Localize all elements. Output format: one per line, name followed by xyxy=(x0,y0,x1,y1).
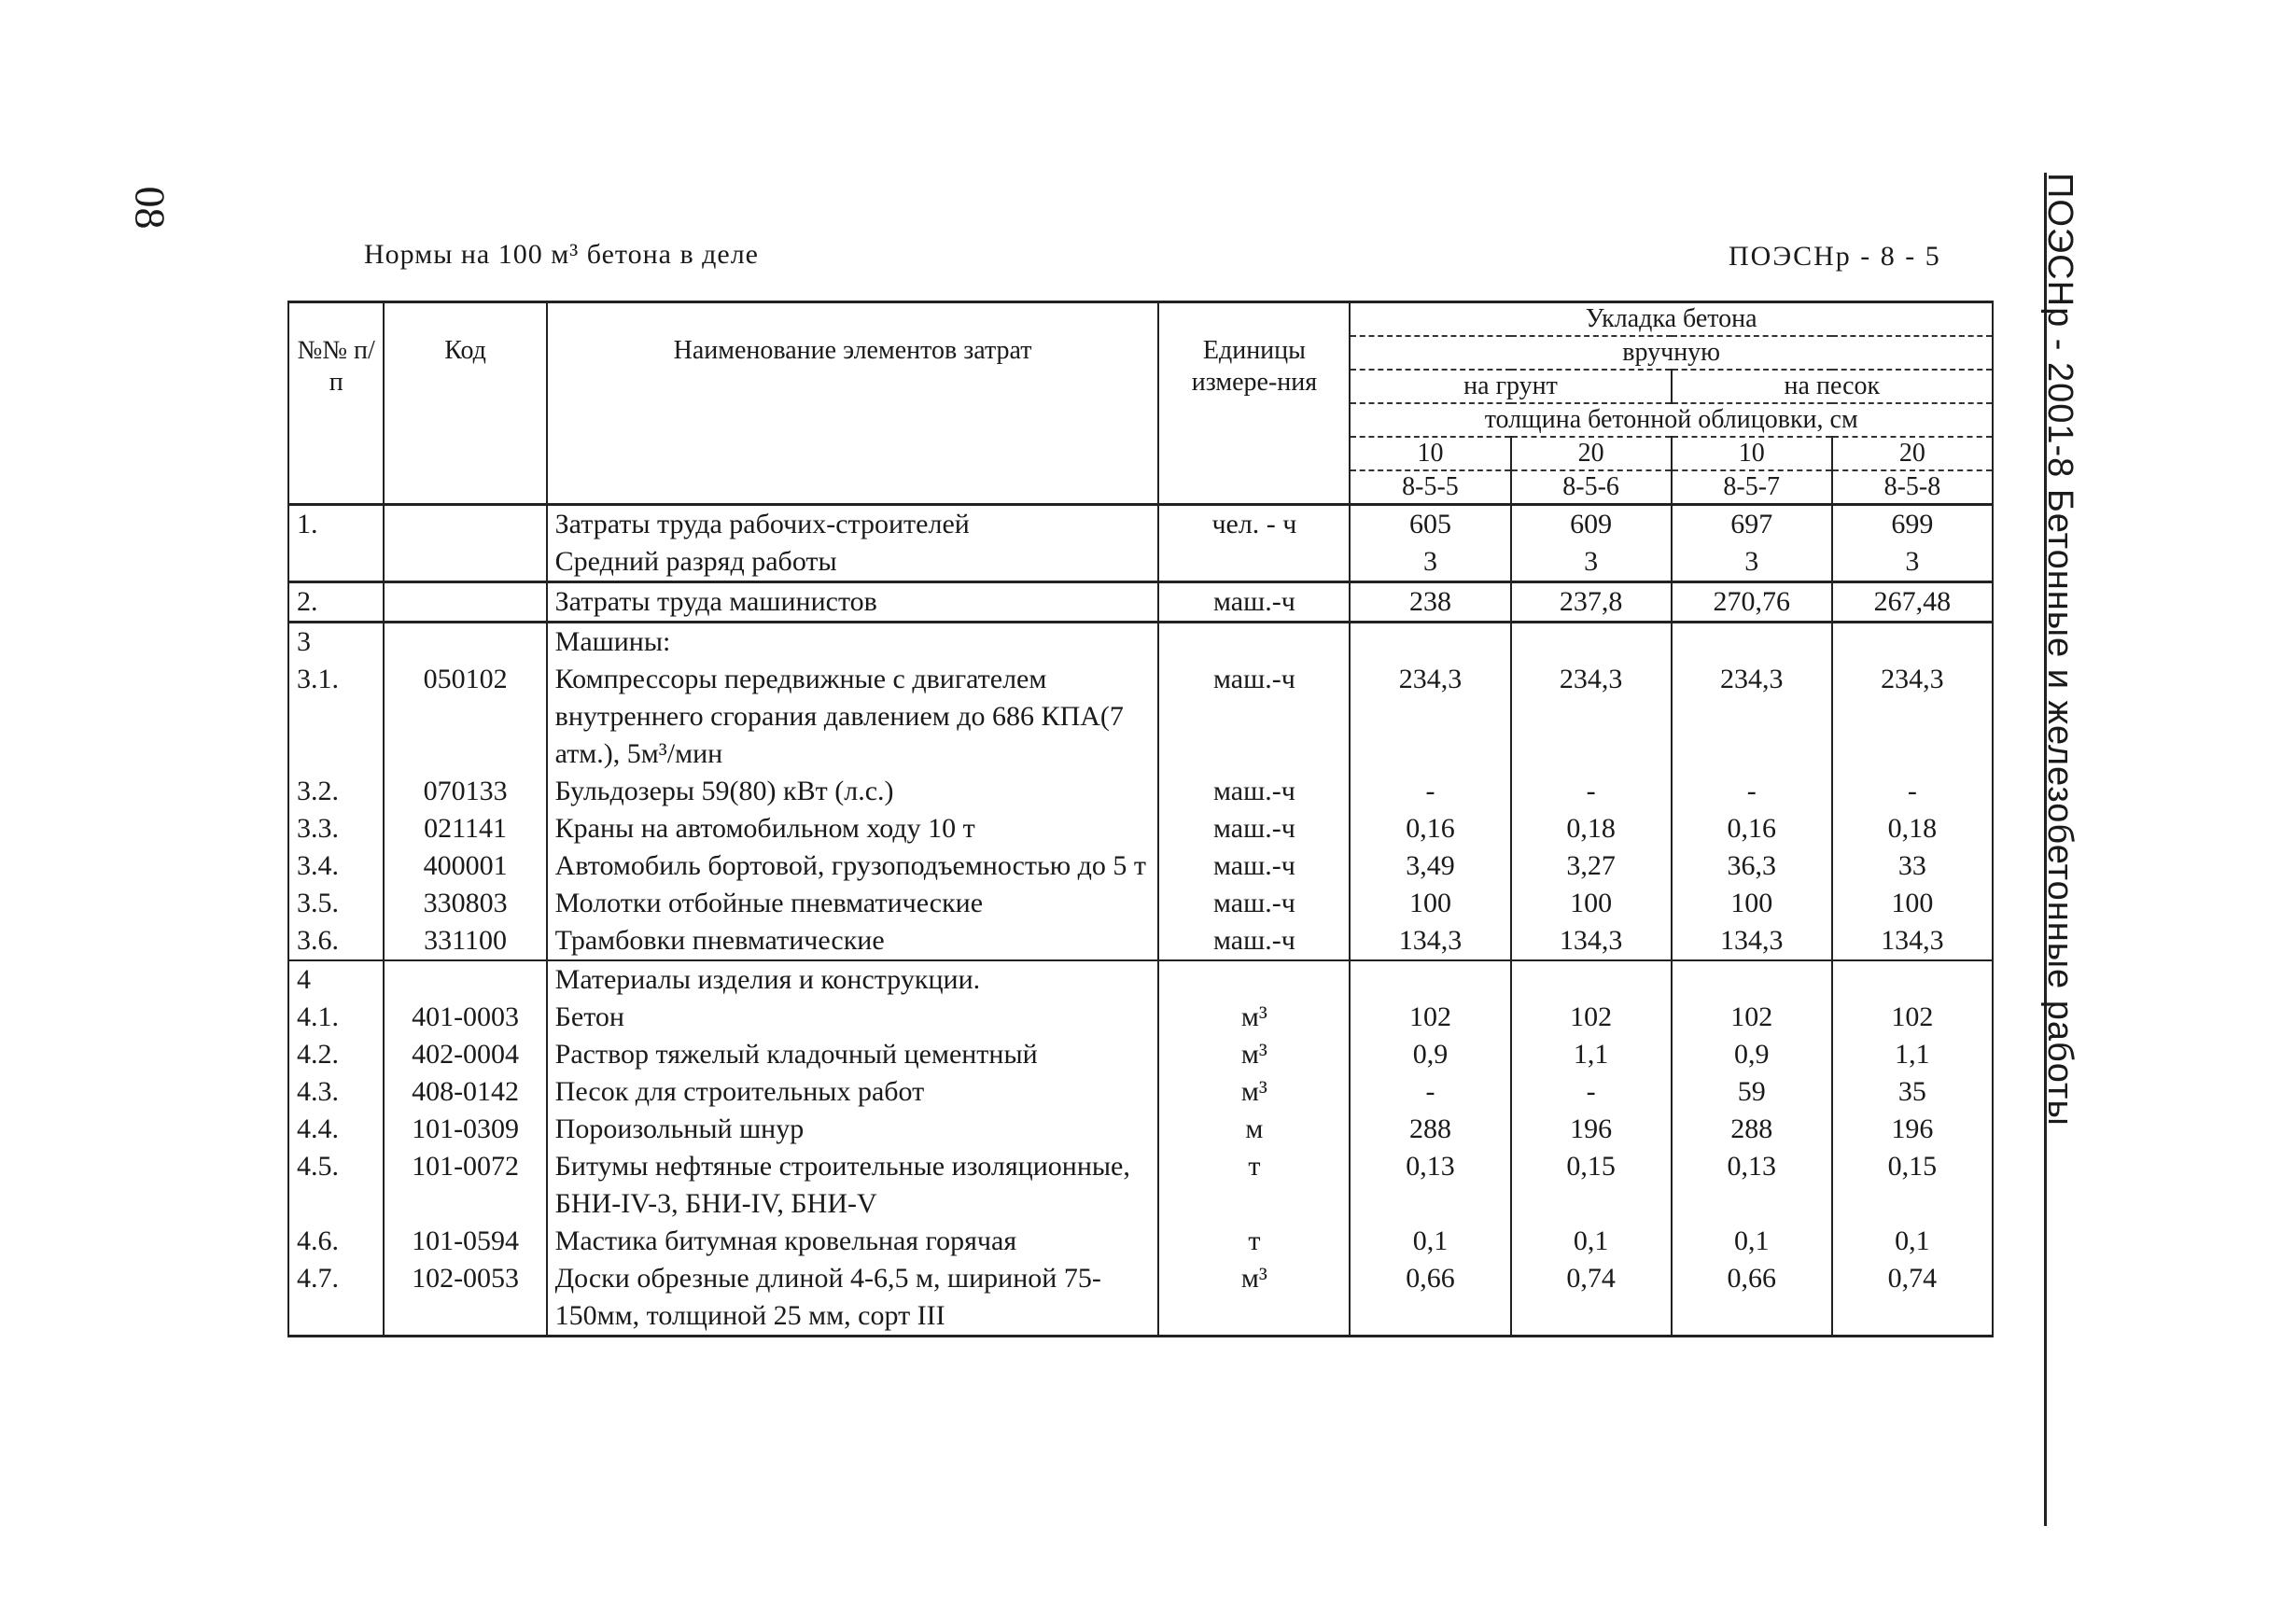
row-code: 331100 xyxy=(384,922,546,960)
row-code: 330803 xyxy=(384,885,546,922)
header-group: Укладка бетона xyxy=(1350,302,1993,337)
row-code: 402-0004 xyxy=(384,1036,546,1073)
header-k3: 8-5-7 xyxy=(1672,470,1832,505)
row-value xyxy=(1511,623,1672,662)
row-value: 196 xyxy=(1832,1111,1993,1148)
table-row xyxy=(288,1073,1993,1111)
row-code: 408-0142 xyxy=(384,1073,546,1111)
row-unit: м xyxy=(1158,1111,1350,1148)
row-value xyxy=(1350,960,1510,999)
table-row xyxy=(288,505,1993,582)
table-row xyxy=(288,1036,1993,1073)
row-name: Песок для строительных работ xyxy=(547,1073,1159,1111)
row-value: 0,1 xyxy=(1350,1223,1510,1260)
table-row xyxy=(288,773,1993,810)
row-unit: м³ xyxy=(1158,1073,1350,1111)
row-name: Пороизольный шнур xyxy=(547,1111,1159,1148)
header-thickness: толщина бетонной облицовки, см xyxy=(1350,403,1993,437)
row-unit xyxy=(1158,960,1350,999)
row-number: 4.5. xyxy=(288,1148,384,1223)
row-value: 0,1 xyxy=(1672,1223,1832,1260)
row-value: 3,27 xyxy=(1511,847,1672,885)
row-value xyxy=(1832,623,1993,662)
row-value xyxy=(1672,623,1832,662)
table-row xyxy=(288,582,1993,623)
row-value: - xyxy=(1350,1073,1510,1111)
table-body xyxy=(288,505,1993,1337)
row-value: 102 xyxy=(1672,999,1832,1036)
row-name: Затраты труда рабочих-строителей Средний разряд работы xyxy=(547,505,1159,582)
row-code xyxy=(384,505,546,582)
table-row xyxy=(288,999,1993,1036)
table-header xyxy=(288,302,1993,505)
row-unit: м³ xyxy=(1158,999,1350,1036)
row-unit: маш.-ч xyxy=(1158,661,1350,773)
row-code: 102-0053 xyxy=(384,1260,546,1337)
row-code: 101-0072 xyxy=(384,1148,546,1223)
row-number: 4.7. xyxy=(288,1260,384,1337)
row-code: 070133 xyxy=(384,773,546,810)
table-row xyxy=(288,810,1993,847)
row-unit: т xyxy=(1158,1148,1350,1223)
row-unit: маш.-ч xyxy=(1158,810,1350,847)
row-name: Мастика битумная кровельная горячая xyxy=(547,1223,1159,1260)
row-value: 100 xyxy=(1350,885,1510,922)
row-name: Затраты труда машинистов xyxy=(547,582,1159,623)
row-code: 101-0594 xyxy=(384,1223,546,1260)
row-unit: т xyxy=(1158,1223,1350,1260)
row-name: Материалы изделия и конструкции. xyxy=(547,960,1159,999)
row-number: 2. xyxy=(288,582,384,623)
row-code xyxy=(384,582,546,623)
row-unit: м³ xyxy=(1158,1036,1350,1073)
row-name: Раствор тяжелый кладочный цементный xyxy=(547,1036,1159,1073)
table-row xyxy=(288,1223,1993,1260)
table-row xyxy=(288,623,1993,662)
row-name: Краны на автомобильном ходу 10 т xyxy=(547,810,1159,847)
row-unit: м³ xyxy=(1158,1260,1350,1337)
row-number: 3.4. xyxy=(288,847,384,885)
row-code xyxy=(384,960,546,999)
row-number: 3 xyxy=(288,623,384,662)
row-value: 134,3 xyxy=(1511,922,1672,960)
row-value: 1,1 xyxy=(1511,1036,1672,1073)
row-name: Автомобиль бортовой, грузоподъемностью до 5 т xyxy=(547,847,1159,885)
row-name: Трамбовки пневматические xyxy=(547,922,1159,960)
row-unit xyxy=(1158,623,1350,662)
row-value: 0,18 xyxy=(1832,810,1993,847)
row-value: 0,15 xyxy=(1511,1148,1672,1223)
row-value: 697 3 xyxy=(1672,505,1832,582)
row-value: 33 xyxy=(1832,847,1993,885)
row-value: 605 3 xyxy=(1350,505,1510,582)
row-value: 0,66 xyxy=(1672,1260,1832,1337)
table-row xyxy=(288,960,1993,999)
row-unit: маш.-ч xyxy=(1158,582,1350,623)
row-value: 0,1 xyxy=(1832,1223,1993,1260)
row-value: 0,18 xyxy=(1511,810,1672,847)
row-value: 270,76 xyxy=(1672,582,1832,623)
table-row xyxy=(288,1148,1993,1223)
row-value: 288 xyxy=(1350,1111,1510,1148)
row-unit: маш.-ч xyxy=(1158,847,1350,885)
row-value: 699 3 xyxy=(1832,505,1993,582)
norms-table xyxy=(287,301,1994,1337)
table-row xyxy=(288,847,1993,885)
row-number: 4.2. xyxy=(288,1036,384,1073)
row-name: Машины: xyxy=(547,623,1159,662)
row-code: 021141 xyxy=(384,810,546,847)
row-value: 100 xyxy=(1672,885,1832,922)
row-value: 102 xyxy=(1832,999,1993,1036)
row-value: 134,3 xyxy=(1672,922,1832,960)
row-number: 1. xyxy=(288,505,384,582)
row-value: 3,49 xyxy=(1350,847,1510,885)
row-number: 4 xyxy=(288,960,384,999)
row-value: 196 xyxy=(1511,1111,1672,1148)
row-unit: маш.-ч xyxy=(1158,773,1350,810)
row-number: 4.4. xyxy=(288,1111,384,1148)
row-value: 100 xyxy=(1511,885,1672,922)
header-name: Наименование элементов затрат xyxy=(547,302,1159,505)
row-value: 134,3 xyxy=(1350,922,1510,960)
header-t1: 10 xyxy=(1350,437,1510,470)
row-value: 0,9 xyxy=(1350,1036,1510,1073)
row-value xyxy=(1350,623,1510,662)
header-t2: 20 xyxy=(1511,437,1672,470)
header-no: №№ п/п xyxy=(288,302,384,505)
row-number: 3.2. xyxy=(288,773,384,810)
row-value xyxy=(1832,960,1993,999)
row-name: Доски обрезные длиной 4-6,5 м, шириной 75-150мм, толщиной 25 мм, сорт III xyxy=(547,1260,1159,1337)
row-value: 134,3 xyxy=(1832,922,1993,960)
row-number: 4.1. xyxy=(288,999,384,1036)
row-value: 0,13 xyxy=(1672,1148,1832,1223)
row-value: 0,13 xyxy=(1350,1148,1510,1223)
header-k1: 8-5-5 xyxy=(1350,470,1510,505)
side-title: ПОЭСНр - 2001-8 Бетонные и железобетонные работы xyxy=(2040,173,2079,1127)
row-value: 0,16 xyxy=(1350,810,1510,847)
row-unit: маш.-ч xyxy=(1158,885,1350,922)
row-value: 609 3 xyxy=(1511,505,1672,582)
row-value xyxy=(1672,960,1832,999)
doc-code: ПОЭСНр - 8 - 5 xyxy=(1729,241,1941,272)
table-row xyxy=(288,1260,1993,1337)
row-value: 100 xyxy=(1832,885,1993,922)
header-t4: 20 xyxy=(1832,437,1993,470)
row-value: 0,15 xyxy=(1832,1148,1993,1223)
row-name: Бульдозеры 59(80) кВт (л.с.) xyxy=(547,773,1159,810)
table-row xyxy=(288,922,1993,960)
table-row xyxy=(288,885,1993,922)
row-value: 0,16 xyxy=(1672,810,1832,847)
row-value: 59 xyxy=(1672,1073,1832,1111)
row-value: 0,9 xyxy=(1672,1036,1832,1073)
row-name: Бетон xyxy=(547,999,1159,1036)
row-value: 102 xyxy=(1350,999,1510,1036)
header-unit: Единицы измере-ния xyxy=(1158,302,1350,505)
row-value: - xyxy=(1511,773,1672,810)
row-value: 36,3 xyxy=(1672,847,1832,885)
row-number: 4.3. xyxy=(288,1073,384,1111)
row-value: 288 xyxy=(1672,1111,1832,1148)
row-value: 35 xyxy=(1832,1073,1993,1111)
row-value: 267,48 xyxy=(1832,582,1993,623)
row-value: 102 xyxy=(1511,999,1672,1036)
row-code: 101-0309 xyxy=(384,1111,546,1148)
row-value: 234,3 xyxy=(1350,661,1510,773)
header-ground-a: на грунт xyxy=(1350,370,1671,403)
row-value: 0,1 xyxy=(1511,1223,1672,1260)
row-value: - xyxy=(1511,1073,1672,1111)
row-unit: чел. - ч xyxy=(1158,505,1350,582)
row-value: 234,3 xyxy=(1832,661,1993,773)
row-value: 234,3 xyxy=(1672,661,1832,773)
header-code: Код xyxy=(384,302,546,505)
row-value: 238 xyxy=(1350,582,1510,623)
row-number: 3.3. xyxy=(288,810,384,847)
row-unit: маш.-ч xyxy=(1158,922,1350,960)
norms-title: Нормы на 100 м³ бетона в деле xyxy=(364,239,759,270)
row-name: Молотки отбойные пневматические xyxy=(547,885,1159,922)
row-value: - xyxy=(1350,773,1510,810)
row-value: 0,74 xyxy=(1832,1260,1993,1337)
row-code xyxy=(384,623,546,662)
row-value: 0,66 xyxy=(1350,1260,1510,1337)
row-value: 1,1 xyxy=(1832,1036,1993,1073)
row-name: Битумы нефтяные строительные изоляционные, БНИ-IV-3, БНИ-IV, БНИ-V xyxy=(547,1148,1159,1223)
header-k4: 8-5-8 xyxy=(1832,470,1993,505)
row-code: 401-0003 xyxy=(384,999,546,1036)
header-subgroup: вручную xyxy=(1350,336,1993,370)
table-row xyxy=(288,1111,1993,1148)
page-number: 08 xyxy=(126,186,175,230)
header-k2: 8-5-6 xyxy=(1511,470,1672,505)
row-value: - xyxy=(1672,773,1832,810)
header-ground-b: на песок xyxy=(1672,370,1993,403)
row-name: Компрессоры передвижные с двигателем внутреннего сгорания давлением до 686 КПА(7 атм.), 5м³/мин xyxy=(547,661,1159,773)
row-code: 400001 xyxy=(384,847,546,885)
row-number: 3.5. xyxy=(288,885,384,922)
table-row xyxy=(288,661,1993,773)
header-t3: 10 xyxy=(1672,437,1832,470)
row-number: 3.1. xyxy=(288,661,384,773)
row-value: - xyxy=(1832,773,1993,810)
row-value: 234,3 xyxy=(1511,661,1672,773)
row-value: 0,74 xyxy=(1511,1260,1672,1337)
row-number: 3.6. xyxy=(288,922,384,960)
row-code: 050102 xyxy=(384,661,546,773)
row-value: 237,8 xyxy=(1511,582,1672,623)
row-value xyxy=(1511,960,1672,999)
row-number: 4.6. xyxy=(288,1223,384,1260)
